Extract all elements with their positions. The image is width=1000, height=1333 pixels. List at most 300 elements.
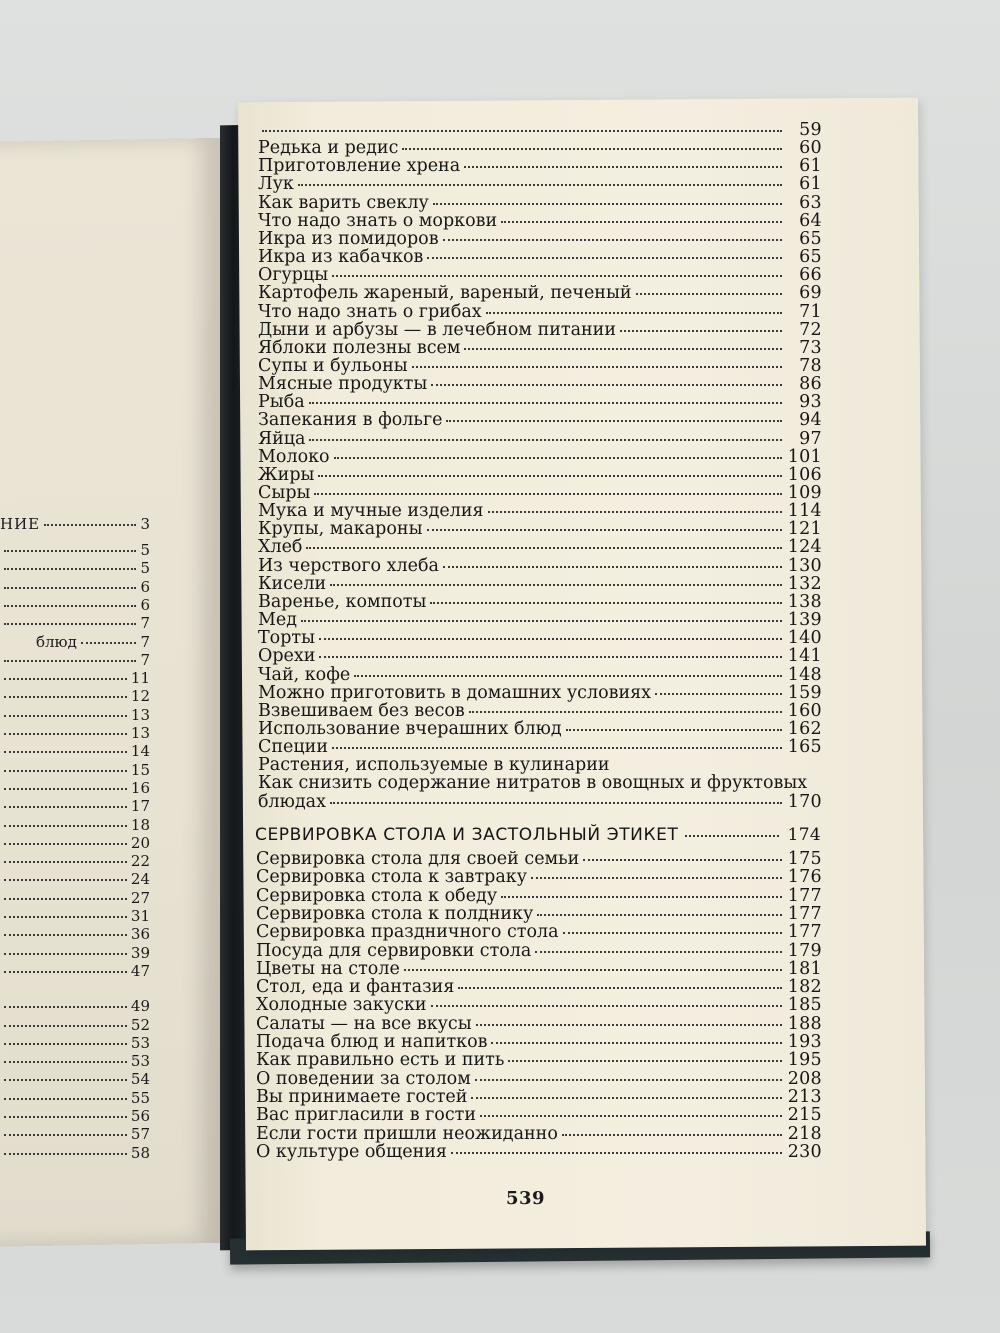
toc-entry-title: Огурцы	[258, 265, 329, 286]
toc-entry-title: Взвешиваем без весов	[258, 700, 465, 721]
dot-leader	[81, 642, 137, 644]
left-toc-row	[0, 632, 150, 651]
toc-entry	[256, 940, 822, 961]
left-page-number: 49	[130, 997, 150, 1016]
toc-entry-page-number: 65	[799, 228, 822, 249]
toc-entry-title: Как снизить содержание нитратов в овощных и фруктовых	[258, 773, 808, 794]
toc-entry	[256, 885, 822, 906]
toc-entry	[258, 412, 822, 430]
toc-entry-title: Картофель жареный, вареный, печеный	[258, 283, 632, 304]
toc-entry	[258, 573, 822, 594]
toc-entry-title: Яйца	[258, 428, 306, 449]
toc-entry-title: Сервировка праздничного стола	[256, 922, 559, 943]
dot-leader	[566, 729, 782, 731]
toc-entry-page-number: 177	[787, 922, 822, 943]
toc-entry	[258, 228, 822, 249]
left-toc-row	[0, 1033, 150, 1052]
toc-entry-page-number: 61	[799, 174, 822, 195]
toc-entry-page-number: 66	[799, 265, 822, 286]
left-toc-row	[0, 595, 150, 614]
toc-entry-title: Специи	[258, 737, 328, 758]
toc-entry-page-number: 86	[799, 374, 822, 395]
dot-leader	[4, 1043, 127, 1045]
dot-leader	[4, 733, 127, 735]
dot-leader	[464, 166, 782, 168]
toc-entry-title: Яблоки полезны всем	[258, 337, 461, 358]
left-toc-row	[0, 872, 150, 887]
toc-entry-title: Крупы, макароны	[258, 519, 423, 540]
dot-leader	[451, 1152, 782, 1154]
toc-entry-title: Икра из кабачков	[258, 247, 424, 268]
left-toc-row	[0, 726, 150, 741]
left-page-number: 18	[130, 815, 150, 834]
left-toc-row	[0, 1015, 150, 1034]
dot-leader	[4, 550, 136, 552]
toc-entry-page-number: 94	[799, 410, 822, 431]
dot-leader	[44, 524, 136, 526]
dot-leader	[4, 861, 127, 863]
toc-entry-page-number: 188	[787, 1013, 822, 1034]
toc-entry-page-number: 141	[787, 646, 822, 667]
toc-entry-page-number: 78	[799, 355, 822, 376]
toc-entry	[258, 376, 822, 394]
left-page-number: 15	[130, 760, 150, 779]
toc-entry	[256, 1052, 822, 1070]
toc-entry-page-number: 230	[787, 1141, 822, 1162]
toc-entry	[256, 903, 822, 924]
toc-entry-page-number: 124	[787, 537, 822, 558]
left-toc-row	[0, 778, 150, 797]
dot-leader	[4, 1116, 127, 1118]
toc-entry-page-number: 132	[787, 573, 822, 594]
toc-entry-title: Торты	[258, 628, 316, 649]
dot-leader	[4, 623, 136, 625]
dot-leader	[4, 806, 127, 808]
dot-leader	[508, 1060, 782, 1062]
toc-entry-page-number: 160	[787, 700, 822, 721]
toc-entry-title: Растения, используемые в кулинарии	[258, 755, 610, 776]
dot-leader	[531, 877, 782, 879]
dot-leader	[4, 568, 136, 570]
toc-entry	[258, 700, 822, 721]
toc-entry	[258, 192, 822, 213]
toc-entry	[258, 539, 822, 557]
toc-entry	[258, 267, 822, 285]
left-toc-row	[0, 616, 150, 631]
dot-leader	[334, 457, 782, 459]
toc-entry	[256, 851, 822, 869]
dot-leader	[319, 638, 782, 640]
toc-entry	[258, 630, 822, 648]
toc-entry-page-number: 208	[787, 1068, 822, 1089]
toc-entry	[258, 503, 822, 521]
dot-leader	[537, 914, 782, 916]
toc-entry-title: Сервировка стола к полднику	[256, 903, 534, 924]
page-folio: 539	[506, 1188, 546, 1209]
toc-entry-title: Сервировка стола к обеду	[256, 885, 498, 906]
left-page-number: 53	[130, 1052, 150, 1071]
left-toc-row	[0, 833, 150, 852]
dot-leader	[319, 656, 782, 658]
dot-leader	[309, 439, 782, 441]
section-heading	[255, 825, 821, 845]
toc-entry	[258, 337, 822, 358]
toc-entry	[256, 1141, 822, 1162]
left-heading-fragment	[0, 517, 150, 532]
toc-entry-page-number: 65	[799, 247, 822, 268]
left-page-number: 31	[130, 907, 150, 925]
dot-leader	[4, 1134, 127, 1136]
dot-leader	[4, 788, 127, 790]
dot-leader	[4, 953, 127, 955]
dot-leader	[562, 1134, 782, 1136]
left-toc-row	[0, 1088, 150, 1107]
section-page-number: 174	[787, 825, 821, 845]
dot-leader	[4, 843, 127, 845]
dot-leader	[4, 1025, 127, 1027]
toc-entry	[258, 428, 822, 449]
toc-entry	[256, 1068, 822, 1089]
dot-leader	[330, 584, 782, 586]
toc-entry	[256, 1034, 822, 1052]
left-toc-row	[0, 1054, 150, 1069]
dot-leader	[330, 802, 782, 804]
toc-entry-title: Жиры	[258, 464, 315, 485]
left-page-number: 56	[130, 1107, 150, 1125]
left-page-number: 24	[130, 870, 150, 889]
toc-entry-page-number: 195	[787, 1050, 822, 1071]
toc-entry-title: Редька и редис	[258, 138, 399, 159]
dot-leader	[480, 1115, 782, 1117]
toc-entry-page-number: 106	[787, 464, 822, 485]
dot-leader	[488, 511, 782, 513]
toc-entry-title: Холодные закуски	[256, 995, 427, 1016]
dot-leader	[4, 751, 127, 753]
left-toc-row	[0, 854, 150, 869]
dot-leader	[4, 916, 127, 918]
left-page-number: 27	[130, 888, 150, 907]
toc-entry	[258, 176, 822, 194]
left-page-number: 16	[130, 778, 150, 797]
left-toc-row	[0, 543, 150, 558]
toc-entry	[256, 1107, 822, 1125]
toc-entry-page-number: 71	[799, 301, 822, 322]
dot-leader	[583, 859, 782, 861]
left-page-number: 52	[130, 1015, 150, 1034]
toc-entry-title: Мясные продукты	[258, 374, 428, 395]
dot-leader	[4, 898, 127, 900]
toc-entry-title: Чай, кофе	[258, 664, 351, 685]
toc-entry-page-number: 121	[787, 519, 822, 540]
toc-entry	[258, 791, 822, 812]
toc-entry-page-number: 93	[799, 392, 822, 413]
dot-leader	[471, 1097, 782, 1099]
toc-entry	[258, 521, 822, 539]
dot-leader	[4, 971, 127, 973]
dot-leader	[4, 825, 127, 827]
toc-entry-title: Орехи	[258, 646, 316, 667]
left-page-number: 54	[130, 1070, 150, 1089]
toc-entry	[258, 757, 822, 775]
toc-entry-title: Можно приготовить в домашних условиях	[258, 682, 652, 703]
toc-entry-title: Что надо знать о грибах	[258, 301, 482, 322]
dot-leader	[4, 678, 127, 680]
left-page-number: 5	[140, 541, 150, 559]
left-toc-row	[0, 999, 150, 1014]
left-toc-row	[0, 705, 150, 724]
left-toc-row	[0, 1109, 150, 1124]
toc-entry-title: Сыры	[258, 483, 311, 503]
toc-entry	[258, 394, 822, 412]
dot-leader	[685, 835, 780, 837]
left-toc-row	[0, 561, 150, 576]
toc-entry-title: Варенье, компоты	[258, 591, 427, 612]
toc-entry	[256, 958, 822, 979]
dot-leader	[458, 987, 782, 989]
toc-entry-page-number: 177	[787, 903, 822, 924]
toc-entry	[258, 775, 822, 793]
toc-entry-page-number: 159	[787, 682, 822, 703]
toc-entry-page-number: 109	[787, 483, 822, 503]
toc-entry-title: Мука и мучные изделия	[258, 501, 484, 522]
toc-entry-page-number: 61	[799, 156, 822, 177]
toc-entry	[258, 739, 822, 757]
dot-leader	[262, 130, 782, 132]
toc-entry-title: Сервировка стола для своей семьи	[256, 849, 580, 869]
toc-entry-page-number: 181	[787, 958, 822, 979]
left-label-fragment: блюд	[36, 632, 77, 651]
left-toc-row	[0, 689, 150, 704]
left-toc-row	[0, 1143, 150, 1162]
dot-leader	[4, 1098, 127, 1100]
dot-leader	[4, 879, 127, 881]
dot-leader	[427, 257, 782, 259]
toc-entry-title: Стол, еда и фантазия	[256, 977, 455, 998]
dot-leader	[501, 896, 782, 898]
toc-entry	[258, 355, 822, 376]
toc-entry	[258, 301, 822, 322]
dot-leader	[535, 951, 782, 953]
left-toc-row	[0, 760, 150, 779]
dot-leader	[563, 932, 782, 934]
left-page-number: 47	[130, 961, 150, 980]
left-toc-row	[0, 909, 150, 924]
dot-leader	[491, 1042, 782, 1044]
dot-leader	[332, 275, 782, 277]
dot-leader	[443, 239, 782, 241]
toc-entry	[256, 1013, 822, 1034]
toc-entry-title: Как варить свеклу	[258, 192, 429, 213]
left-toc-row	[0, 1072, 150, 1087]
left-toc-row	[0, 1127, 150, 1142]
dot-leader	[475, 1079, 782, 1081]
toc-entry-page-number: 140	[787, 628, 822, 649]
toc-entry-title: Что надо знать о моркови	[258, 210, 498, 231]
toc-entry-title: Сервировка стола к завтраку	[256, 867, 528, 888]
toc-entry	[258, 122, 822, 140]
toc-entry-page-number: 179	[787, 940, 822, 961]
toc-entry-title: Посуда для сервировки стола	[256, 940, 532, 961]
toc-entry-page-number: 64	[799, 210, 822, 231]
left-page-number: 36	[130, 925, 150, 944]
dot-leader	[402, 148, 782, 150]
toc-entry	[256, 869, 822, 887]
left-page-number: 12	[130, 687, 150, 706]
toc-entry-title: Дыни и арбузы — в лечебном питании	[258, 319, 616, 340]
toc-entry	[258, 485, 822, 503]
toc-entry	[258, 664, 822, 685]
left-page-number: 13	[130, 724, 150, 742]
left-page-number: 11	[130, 669, 150, 688]
dot-leader	[4, 1061, 127, 1063]
toc-entry-page-number: 59	[799, 120, 822, 140]
toc-entry	[258, 140, 822, 158]
toc-entry-page-number: 69	[799, 283, 822, 304]
dot-leader	[4, 587, 136, 589]
dot-leader	[301, 620, 782, 622]
toc-entry-page-number: 73	[799, 337, 822, 358]
toc-entry-title: Молоко	[258, 446, 330, 467]
toc-entry-title: Использование вчерашних блюд	[258, 718, 562, 739]
left-page-number: 53	[130, 1033, 150, 1052]
dot-leader	[431, 1005, 782, 1007]
dot-leader	[446, 420, 782, 422]
dot-leader	[469, 711, 782, 713]
toc-entry	[258, 158, 822, 176]
dot-leader	[332, 747, 782, 749]
left-page-number: 5	[140, 559, 150, 578]
dot-leader	[309, 402, 782, 404]
toc-entry-title: Икра из помидоров	[258, 228, 439, 249]
dot-leader	[404, 969, 782, 971]
left-page-number: 17	[130, 797, 150, 816]
left-toc-row	[0, 815, 150, 834]
dot-leader	[306, 547, 782, 549]
dot-leader	[486, 312, 782, 314]
dot-leader	[4, 696, 127, 698]
toc-entry-page-number: 139	[787, 610, 822, 631]
toc-entry-title: Рыба	[258, 392, 305, 413]
dot-leader	[298, 184, 782, 186]
left-toc-row	[0, 577, 150, 596]
dot-leader	[443, 566, 782, 568]
toc-entry-page-number: 162	[787, 718, 822, 739]
toc-entry-page-number: 193	[787, 1032, 822, 1052]
toc-entry-page-number: 60	[799, 138, 822, 159]
dot-leader	[4, 934, 127, 936]
left-page-number: 7	[140, 632, 150, 651]
dot-leader	[427, 529, 782, 531]
toc-entry-title: Супы и бульоны	[258, 355, 408, 376]
dot-leader	[4, 770, 127, 772]
toc-entry	[258, 446, 822, 467]
toc-entry-page-number: 182	[787, 977, 822, 998]
dot-leader	[314, 493, 782, 495]
left-page-number: 55	[130, 1088, 150, 1107]
toc-entry	[258, 648, 822, 666]
toc-entry-title: Салаты — на все вкусы	[256, 1013, 472, 1034]
dot-leader	[4, 715, 127, 717]
toc-entry-page-number: 170	[787, 791, 822, 812]
left-toc-row	[0, 943, 150, 962]
toc-entry-title: Цветы на столе	[256, 958, 400, 979]
left-toc-row	[0, 744, 150, 759]
toc-entry	[258, 682, 822, 703]
left-toc-row	[0, 961, 150, 980]
toc-entry	[258, 464, 822, 485]
left-toc-row	[0, 927, 150, 942]
toc-entry-title: Кисели	[258, 573, 327, 594]
left-toc-row	[0, 888, 150, 907]
toc-entry	[258, 210, 822, 231]
toc-entry	[256, 979, 822, 997]
dot-leader	[655, 693, 782, 695]
toc-entry-title: Если гости пришли неожиданно	[256, 1123, 558, 1144]
toc-entry-page-number: 215	[787, 1105, 822, 1126]
dot-leader	[4, 605, 136, 607]
dot-leader	[501, 221, 782, 223]
left-page-number: 58	[130, 1143, 150, 1162]
left-heading-text: НИЕ	[0, 515, 41, 533]
toc-entry-page-number: 148	[787, 664, 822, 685]
left-toc-row	[0, 799, 150, 814]
dot-leader	[4, 1153, 127, 1155]
toc-entry	[256, 997, 822, 1015]
left-page-number: 14	[130, 742, 150, 761]
toc-entry	[258, 718, 822, 739]
toc-entry-title: блюдах	[258, 791, 326, 812]
toc-entry	[256, 1086, 822, 1107]
toc-entry-title: Как правильно есть и пить	[256, 1050, 505, 1071]
toc-entry-page-number: 114	[787, 501, 822, 522]
toc-entry	[258, 319, 822, 340]
toc-entry-page-number: 177	[787, 885, 822, 906]
dot-leader	[620, 330, 782, 332]
left-toc-row	[0, 650, 150, 669]
dot-leader	[636, 293, 782, 295]
dot-leader	[464, 348, 782, 350]
toc-entry-title: Мед	[258, 610, 298, 631]
toc-entry	[258, 612, 822, 630]
toc-entry-page-number: 130	[787, 555, 822, 576]
left-toc-row	[0, 671, 150, 686]
toc-entry-page-number: 138	[787, 591, 822, 612]
dot-leader	[430, 602, 782, 604]
dot-leader	[433, 203, 782, 205]
toc-entry	[258, 285, 822, 303]
toc-entry-title: Вас пригласили в гости	[256, 1105, 476, 1126]
toc-entry-page-number: 63	[799, 192, 822, 213]
toc-entry-page-number: 176	[787, 867, 822, 888]
left-page-number: 22	[130, 852, 150, 871]
toc-entry	[256, 1123, 822, 1144]
left-page-number: 6	[140, 577, 150, 596]
dot-leader	[476, 1024, 782, 1026]
toc-entry-page-number: 101	[787, 446, 822, 467]
toc-entry-page-number: 218	[787, 1123, 822, 1144]
toc-entry-page-number: 175	[787, 849, 822, 869]
left-page-number: 13	[130, 705, 150, 724]
toc-entry-title: Хлеб	[258, 537, 303, 558]
dot-leader	[354, 675, 782, 677]
dot-leader	[4, 1006, 127, 1008]
toc-entry-title: Лук	[258, 174, 294, 195]
toc-entry-title: Подача блюд и напитков	[256, 1032, 488, 1052]
toc-entry-title: Запекания в фольге	[258, 410, 443, 431]
toc-entry-page-number: 97	[799, 428, 822, 449]
section-title: СЕРВИРОВКА СТОЛА И ЗАСТОЛЬНЫЙ ЭТИКЕТ	[255, 825, 679, 845]
toc-entry-page-number: 213	[787, 1086, 822, 1107]
